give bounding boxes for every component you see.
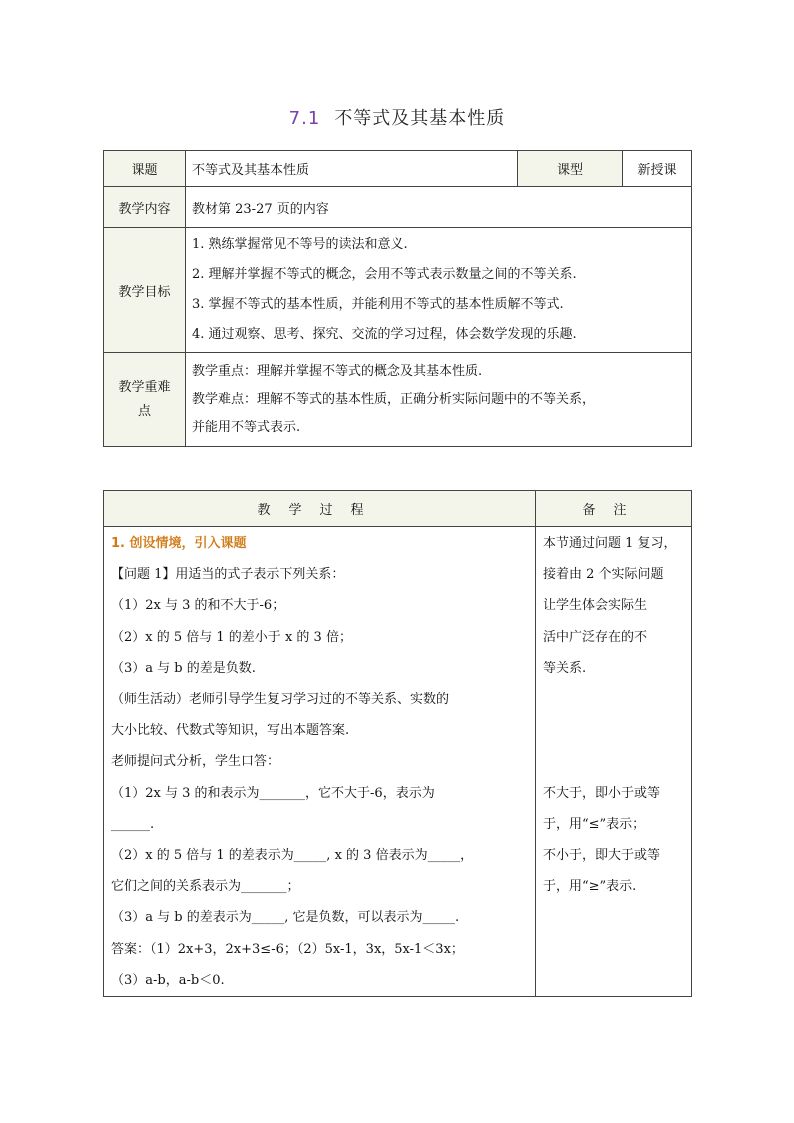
- section-heading: 1. 创设情境，引入课题: [111, 536, 247, 551]
- title-text: 不等式及其基本性质: [334, 108, 506, 129]
- process-content-cell: [104, 527, 536, 997]
- note-line: 等关系.: [543, 660, 587, 676]
- note-line: 于，用“≤”表示；: [543, 816, 646, 832]
- goals-cell: [186, 228, 692, 353]
- process-line: ______.: [111, 816, 155, 832]
- subject-value: 不等式及其基本性质: [186, 151, 518, 187]
- process-line: 大小比较、代数式等知识，写出本题答案.: [111, 723, 350, 739]
- process-line: 【问题 1】用适当的式子表示下列关系：: [111, 567, 345, 583]
- goals-row: [104, 228, 692, 353]
- notes-cell: [536, 527, 692, 997]
- keypoints-cell: [186, 353, 692, 447]
- keypoint-line: 教学重点：理解并掌握不等式的概念及其基本性质.: [192, 363, 483, 379]
- process-line: （3）a 与 b 的差表示为_____, 它是负数，可以表示为_____.: [111, 910, 460, 926]
- process-body-row: [104, 527, 692, 997]
- process-header-row: [104, 491, 692, 527]
- goal-item: 1. 熟练掌握常见不等号的读法和意义.: [192, 237, 408, 252]
- subject-row: [104, 151, 692, 187]
- process-line: （3）a 与 b 的差是负数.: [111, 660, 256, 676]
- goal-item: 4. 通过观察、思考、探究、交流的学习过程，体会数学发现的乐趣.: [192, 327, 577, 342]
- process-line: （师生活动）老师引导学生复习学习过的不等关系、实数的: [111, 692, 450, 708]
- type-label: 课型: [518, 151, 623, 187]
- process-line: （3）a-b，a-b＜0.: [111, 972, 225, 988]
- keypoints-label-line: 教学重难: [118, 379, 171, 395]
- keypoints-row: [104, 353, 692, 447]
- goal-item: 3. 掌握不等式的基本性质，并能利用不等式的基本性质解不等式.: [192, 297, 564, 312]
- process-line: （2）x 的 5 倍与 1 的差表示为_____, x 的 3 倍表示为_____，: [111, 848, 474, 864]
- keypoints-label-line: 点: [137, 403, 151, 419]
- section-number: 7.1: [288, 108, 321, 129]
- note-line: 不大于，即小于或等: [543, 785, 661, 801]
- process-line: （1）2x 与 3 的和表示为_______，它不大于-6，表示为: [111, 785, 435, 801]
- note-line: 让学生体会实际生: [543, 598, 648, 614]
- type-value: 新授课: [623, 151, 692, 187]
- note-line: 于，用“≥”表示.: [543, 879, 637, 895]
- process-line: （2）x 的 5 倍与 1 的差小于 x 的 3 倍；: [111, 629, 352, 645]
- content-label: 教学内容: [104, 187, 186, 228]
- process-line: 老师提问式分析，学生口答：: [111, 754, 281, 770]
- keypoint-line: 并能用不等式表示.: [192, 419, 301, 435]
- keypoint-line: 教学难点：理解不等式的基本性质，正确分析实际问题中的不等关系，: [192, 391, 596, 407]
- process-line: （1）2x 与 3 的和不大于-6；: [111, 598, 286, 614]
- content-row: [104, 187, 692, 228]
- note-line: 本节通过问题 1 复习，: [543, 536, 677, 551]
- notes-spacer: [543, 684, 689, 778]
- page-title: [0, 104, 794, 130]
- keypoints-label: [104, 353, 186, 447]
- content-value: 教材第 23-27 页的内容: [186, 187, 692, 228]
- note-line: 接着由 2 个实际问题: [543, 567, 664, 583]
- subject-label: 课题: [104, 151, 186, 187]
- notes-header: 备注: [536, 491, 692, 527]
- lesson-info-table: [103, 150, 692, 447]
- process-line: 它们之间的关系表示为_______；: [111, 879, 300, 895]
- note-line: 不小于，即大于或等: [543, 848, 661, 864]
- goals-label: 教学目标: [104, 228, 186, 353]
- process-line: 答案：（1）2x+3，2x+3≤-6；（2）5x-1，3x，5x-1＜3x；: [111, 941, 464, 957]
- goal-item: 2. 理解并掌握不等式的概念，会用不等式表示数量之间的不等关系.: [192, 267, 577, 282]
- note-line: 活中广泛存在的不: [543, 629, 648, 645]
- process-header: 教学过程: [104, 491, 536, 527]
- teaching-process-table: [103, 490, 692, 997]
